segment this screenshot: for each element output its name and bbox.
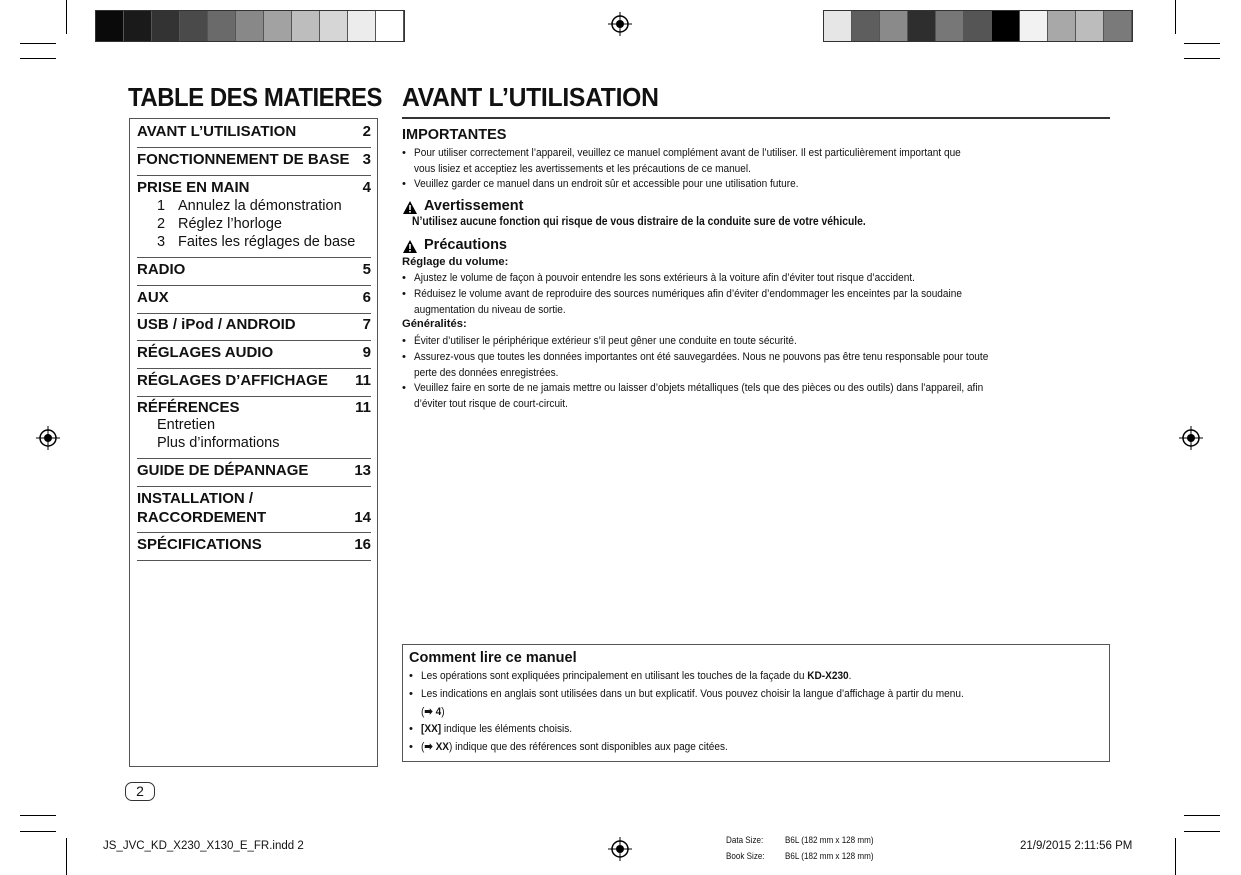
- list-item: • Veuillez garder ce manuel dans un endroit sûr et accessible pour une utilisation future.: [402, 177, 1110, 193]
- color-swatch: [1104, 11, 1132, 41]
- registration-mark-icon: [608, 837, 632, 861]
- subsection-label: Réglage du volume:: [402, 256, 509, 268]
- toc-entry-title: RACCORDEMENT: [137, 509, 267, 526]
- section-title-importantes: IMPORTANTES: [402, 127, 507, 143]
- list-item-text: ): [441, 706, 445, 718]
- toc-entry[interactable]: [137, 316, 371, 341]
- toc-entry[interactable]: [137, 536, 371, 561]
- list-item-text: (: [421, 741, 425, 753]
- crop-mark: [20, 831, 56, 832]
- toc-sub-item[interactable]: [157, 198, 165, 214]
- toc-entry-page: 4: [362, 179, 371, 196]
- color-swatch: [964, 11, 992, 41]
- crop-mark: [1184, 831, 1220, 832]
- info-box: [402, 644, 1110, 762]
- toc-entry[interactable]: [137, 462, 371, 487]
- toc-sub-label: Réglez l’horloge: [178, 216, 282, 232]
- toc-sub-number: 1: [157, 198, 166, 214]
- toc-entry[interactable]: [137, 372, 371, 397]
- toc-entry-title: PRISE EN MAIN: [137, 179, 250, 196]
- color-swatch: [852, 11, 880, 41]
- crop-mark: [66, 838, 67, 875]
- list-item-text: vous lisiez et acceptiez les avertissements et les précautions de ce manuel.: [414, 162, 751, 175]
- registration-mark-icon: [608, 12, 632, 36]
- color-swatch: [1076, 11, 1104, 41]
- list-item-text: Ajustez le volume de façon à pouvoir entendre les sons extérieurs à la voiture afin d’éviter tout risque d’accident.: [414, 272, 915, 284]
- toc-sub-label: Plus d’informations: [157, 435, 280, 451]
- page-reference: ➡ XX: [424, 741, 450, 753]
- footer-datetime: 21/9/2015 2:11:56 PM: [1020, 840, 1133, 852]
- warning-icon: [403, 240, 417, 253]
- section-title-avertissement: Avertissement: [424, 198, 524, 214]
- toc-entry[interactable]: [137, 399, 371, 459]
- list-item: • Réduisez le volume avant de reproduire des sources numériques afin d’éviter d’endommager les enceintes par la soudaine augmentation du niveau de sortie.: [402, 287, 1110, 318]
- toc-sub-number: 3: [157, 234, 166, 250]
- page-title: AVANT L’UTILISATION: [402, 82, 659, 112]
- color-swatch: [376, 11, 404, 41]
- color-swatch: [320, 11, 348, 41]
- list-item-text: Veuillez faire en sorte de ne jamais mettre ou laisser d’objets métalliques (tels que des pièces ou des outils) dans l’appareil, afin: [414, 382, 984, 394]
- toc-entry-page: 11: [355, 399, 371, 416]
- subsection-label: Généralités:: [402, 318, 467, 330]
- crop-mark: [20, 43, 56, 44]
- toc-entry[interactable]: [137, 179, 371, 258]
- warning-text: N’utilisez aucune fonction qui risque de vous distraire de la conduite sure de votre véhicule.: [412, 216, 866, 228]
- section-title-precautions: Précautions: [424, 237, 507, 253]
- list-item-text: Veuillez garder ce manuel dans un endroit sûr et accessible pour une utilisation future.: [414, 178, 799, 190]
- registration-mark-icon: [36, 426, 60, 450]
- list-item-text: Assurez-vous que toutes les données importantes ont été sauvegardées. Nous ne pouvons pas être tenu responsable pour toute: [414, 351, 989, 363]
- code-label: [XX]: [421, 723, 442, 735]
- crop-mark: [1184, 815, 1220, 816]
- crop-mark: [20, 58, 56, 59]
- toc-sub-item[interactable]: [157, 435, 280, 451]
- list-item-text: ) indique que des références sont disponibles aux page citées.: [449, 741, 728, 753]
- toc-sub-item[interactable]: [178, 234, 355, 250]
- color-swatch: [936, 11, 964, 41]
- list-item-text: Les opérations sont expliquées principalement en utilisant les touches de la façade du: [421, 670, 808, 682]
- toc-entry[interactable]: [137, 289, 371, 314]
- toc-entry-page: 7: [362, 316, 371, 333]
- toc-entry-page: 14: [354, 509, 371, 526]
- color-swatch: [880, 11, 908, 41]
- toc-sub-item[interactable]: [178, 216, 282, 232]
- toc-entry[interactable]: [137, 123, 371, 148]
- footer-book-size-label: Book Size:: [726, 851, 765, 862]
- toc-sub-item[interactable]: [178, 198, 342, 214]
- color-swatch: [824, 11, 852, 41]
- toc-entry[interactable]: [137, 151, 371, 176]
- toc-entry-page: 16: [354, 536, 371, 553]
- list-item: • [XX] indique les éléments choisis.: [409, 723, 573, 735]
- toc-entry-title: RÉGLAGES D’AFFICHAGE: [137, 372, 328, 389]
- toc-sub-item[interactable]: [157, 234, 165, 250]
- color-swatch: [236, 11, 264, 41]
- toc-entry-page: 9: [362, 344, 371, 361]
- footer-data-size-value: B6L (182 mm x 128 mm): [785, 835, 874, 846]
- color-swatch: [992, 11, 1020, 41]
- warning-icon: [403, 201, 417, 214]
- toc-sub-label: Entretien: [157, 417, 216, 433]
- list-item-text: augmentation du niveau de sortie.: [414, 303, 566, 316]
- list-item-text: Réduisez le volume avant de reproduire des sources numériques afin d’éviter d’endommager les enceintes par la soudaine: [414, 288, 962, 300]
- toc-entry-title: INSTALLATION /: [137, 490, 254, 507]
- list-item: • Ajustez le volume de façon à pouvoir entendre les sons extérieurs à la voiture afin d’éviter tout risque d’accident.: [402, 271, 1110, 287]
- list-item-text: .: [848, 670, 852, 682]
- color-bar-right: [823, 10, 1133, 42]
- info-box-title: Comment lire ce manuel: [409, 650, 577, 666]
- color-swatch: [96, 11, 124, 41]
- color-bar-left: [95, 10, 405, 42]
- model-name: KD-X230: [807, 670, 849, 682]
- list-item-text: indique les éléments choisis.: [441, 723, 573, 735]
- toc-heading: TABLE DES MATIERES: [128, 82, 382, 112]
- list-item-text: Éviter d’utiliser le périphérique extérieur s’il peut gêner une conduite en toute sécurité.: [414, 335, 797, 347]
- crop-mark: [1184, 58, 1220, 59]
- toc-sub-number: 2: [157, 216, 166, 232]
- color-swatch: [1020, 11, 1048, 41]
- color-swatch: [348, 11, 376, 41]
- toc-box: [129, 118, 378, 767]
- list-item: • Éviter d’utiliser le périphérique extérieur s’il peut gêner une conduite en toute sécurité.: [402, 334, 1110, 350]
- toc-entry-title: RÉGLAGES AUDIO: [137, 344, 274, 361]
- footer-filename: JS_JVC_KD_X230_X130_E_FR.indd 2: [103, 840, 304, 852]
- list-item-text: Pour utiliser correctement l’appareil, veuillez ce manuel complément avant de l’utiliser. Il est particulièrement important que: [414, 147, 961, 159]
- footer-data-size-label: Data Size:: [726, 835, 764, 846]
- toc-sub-item[interactable]: [157, 216, 165, 232]
- list-item: • Les indications en anglais sont utilisées dans un but explicatif. Vous pouvez choisir la langue d’affichage à partir du menu. (➡ 4): [409, 687, 1099, 720]
- registration-mark-icon: [1179, 426, 1203, 450]
- toc-entry[interactable]: [137, 344, 371, 369]
- crop-mark: [1175, 0, 1176, 34]
- toc-entry-page: 2: [362, 123, 371, 140]
- toc-entry-title: SPÉCIFICATIONS: [137, 536, 262, 553]
- crop-mark: [66, 0, 67, 34]
- color-swatch: [908, 11, 936, 41]
- toc-entry-page: 11: [355, 372, 371, 389]
- list-item-text: perte des données enregistrées.: [414, 366, 559, 379]
- color-swatch: [124, 11, 152, 41]
- footer-book-size-value: B6L (182 mm x 128 mm): [785, 851, 874, 862]
- color-swatch: [208, 11, 236, 41]
- toc-entry-page: 3: [362, 151, 371, 168]
- toc-sub-label: Faites les réglages de base: [178, 234, 356, 250]
- toc-entry-title: FONCTIONNEMENT DE BASE: [137, 151, 350, 168]
- list-item: • Assurez-vous que toutes les données importantes ont été sauvegardées. Nous ne pouvons pas être tenu responsable pour toute perte des données enregistrées.: [402, 350, 1110, 381]
- list-item: • Veuillez faire en sorte de ne jamais mettre ou laisser d’objets métalliques (tels que des pièces ou des outils) dans l’appareil, afin d’éviter tout risque de court-circuit.: [402, 381, 1110, 412]
- crop-mark: [20, 815, 56, 816]
- toc-sub-item[interactable]: [157, 417, 215, 433]
- list-item: • Les opérations sont expliquées principalement en utilisant les touches de la façade du KD-X230.: [409, 670, 852, 682]
- toc-entry-title: RADIO: [137, 261, 186, 278]
- list-item-text: Les indications en anglais sont utilisées dans un but explicatif. Vous pouvez choisir la langue d’affichage à partir du menu.: [421, 688, 964, 700]
- color-swatch: [264, 11, 292, 41]
- list-item: • (➡ XX) indique que des références sont disponibles aux page citées.: [409, 741, 728, 753]
- toc-entry-title: AUX: [137, 289, 169, 306]
- toc-entry-title: AVANT L’UTILISATION: [137, 123, 297, 140]
- list-item-text: (: [421, 706, 425, 718]
- toc-entry-title: RÉFÉRENCES: [137, 399, 240, 416]
- toc-sub-label: Annulez la démonstration: [178, 198, 342, 214]
- crop-mark: [1184, 43, 1220, 44]
- toc-entry-title: GUIDE DE DÉPANNAGE: [137, 462, 309, 479]
- toc-entry[interactable]: [137, 490, 371, 533]
- color-swatch: [1048, 11, 1076, 41]
- color-swatch: [180, 11, 208, 41]
- toc-entry-page: 13: [354, 462, 371, 479]
- toc-entry-title: USB / iPod / ANDROID: [137, 316, 296, 333]
- color-swatch: [292, 11, 320, 41]
- toc-entry-page: 6: [362, 289, 371, 306]
- divider: [402, 117, 1110, 119]
- list-item-text: d’éviter tout risque de court-circuit.: [414, 397, 568, 410]
- page-reference[interactable]: ➡ 4: [424, 706, 442, 718]
- page-number: 2: [125, 782, 155, 801]
- color-swatch: [152, 11, 180, 41]
- list-item: • Pour utiliser correctement l’appareil, veuillez ce manuel complément avant de l’utiliser. Il est particulièrement important que vous lisiez et acceptiez les avertissements et les précautions de ce manuel.: [402, 146, 1110, 177]
- toc-entry-page: 5: [362, 261, 371, 278]
- crop-mark: [1175, 838, 1176, 875]
- toc-entry[interactable]: [137, 261, 371, 286]
